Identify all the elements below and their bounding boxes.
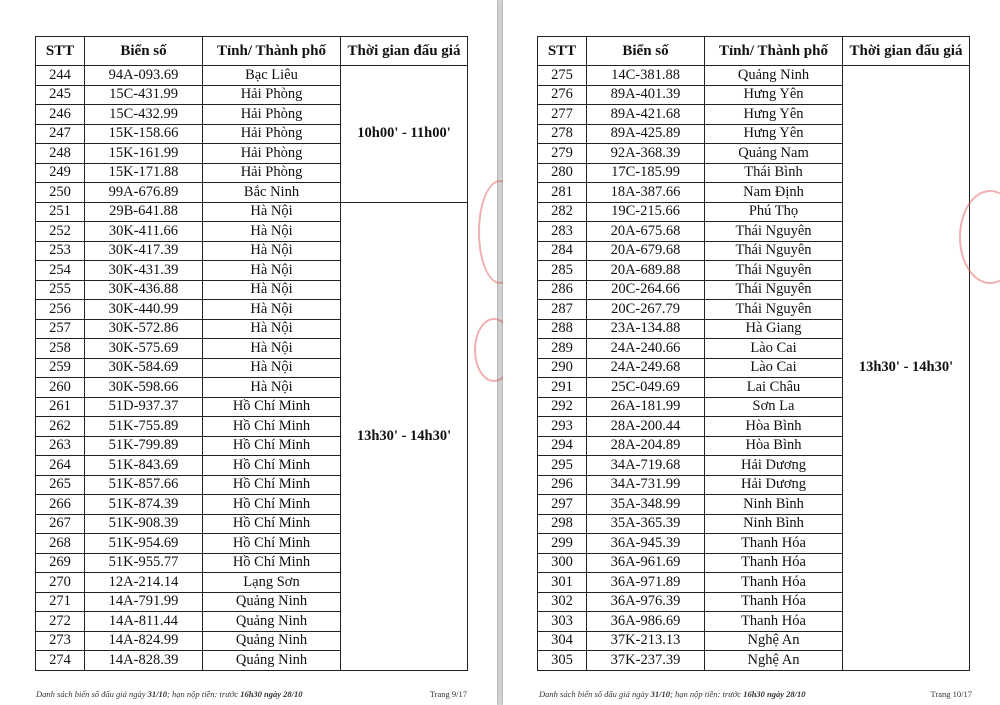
row-province: Quảng Ninh [705, 66, 843, 86]
row-plate: 20A-675.68 [587, 222, 705, 242]
row-stt: 268 [36, 534, 85, 554]
row-stt: 278 [538, 124, 587, 144]
row-province: Lào Cai [705, 339, 843, 359]
row-stt: 274 [36, 651, 85, 671]
row-plate: 30K-440.99 [85, 300, 203, 320]
row-province: Bạc Liêu [203, 66, 341, 86]
row-stt: 291 [538, 378, 587, 398]
row-province: Hải Phòng [203, 144, 341, 164]
row-province: Thái Bình [705, 163, 843, 183]
table-header-row [36, 37, 468, 66]
row-plate: 25C-049.69 [587, 378, 705, 398]
row-province: Thái Nguyên [705, 300, 843, 320]
row-province: Ninh Bình [705, 514, 843, 534]
footer-text: ; hạn nộp tiền: trước [167, 689, 241, 699]
row-province: Hồ Chí Minh [203, 436, 341, 456]
row-stt: 292 [538, 397, 587, 417]
row-stt: 277 [538, 105, 587, 125]
row-province: Hồ Chí Minh [203, 495, 341, 515]
row-province: Lai Châu [705, 378, 843, 398]
row-stt: 256 [36, 300, 85, 320]
row-province: Thanh Hóa [705, 592, 843, 612]
row-plate: 36A-976.39 [587, 592, 705, 612]
row-province: Hải Phòng [203, 124, 341, 144]
row-plate: 30K-572.86 [85, 319, 203, 339]
row-province: Hải Phòng [203, 85, 341, 105]
header-stt: STT [538, 37, 587, 66]
row-province: Hà Nội [203, 261, 341, 281]
row-plate: 15C-431.99 [85, 85, 203, 105]
row-plate: 51K-908.39 [85, 514, 203, 534]
row-plate: 51D-937.37 [85, 397, 203, 417]
row-stt: 262 [36, 417, 85, 437]
row-province: Lào Cai [705, 358, 843, 378]
row-plate: 34A-719.68 [587, 456, 705, 476]
header-time: Thời gian đấu giá [843, 37, 970, 66]
row-plate: 36A-986.69 [587, 612, 705, 632]
row-stt: 290 [538, 358, 587, 378]
row-plate: 15K-171.88 [85, 163, 203, 183]
row-province: Hòa Bình [705, 417, 843, 437]
row-province: Quảng Nam [705, 144, 843, 164]
row-province: Hà Nội [203, 358, 341, 378]
row-plate: 37K-213.13 [587, 631, 705, 651]
row-plate: 26A-181.99 [587, 397, 705, 417]
row-province: Nghệ An [705, 631, 843, 651]
row-province: Phú Thọ [705, 202, 843, 222]
row-plate: 34A-731.99 [587, 475, 705, 495]
row-plate: 51K-955.77 [85, 553, 203, 573]
row-stt: 281 [538, 183, 587, 203]
row-stt: 294 [538, 436, 587, 456]
table-row [36, 202, 468, 222]
row-province: Hồ Chí Minh [203, 417, 341, 437]
plate-table-left [35, 36, 468, 671]
row-stt: 248 [36, 144, 85, 164]
row-province: Sơn La [705, 397, 843, 417]
row-stt: 299 [538, 534, 587, 554]
row-province: Hưng Yên [705, 105, 843, 125]
row-stt: 298 [538, 514, 587, 534]
row-stt: 303 [538, 612, 587, 632]
row-stt: 258 [36, 339, 85, 359]
row-stt: 255 [36, 280, 85, 300]
row-province: Quảng Ninh [203, 631, 341, 651]
row-stt: 302 [538, 592, 587, 612]
row-plate: 51K-857.66 [85, 475, 203, 495]
row-province: Thanh Hóa [705, 573, 843, 593]
row-plate: 15C-432.99 [85, 105, 203, 125]
row-stt: 252 [36, 222, 85, 242]
row-stt: 263 [36, 436, 85, 456]
page-number: Trang 9/17 [429, 689, 467, 699]
table-body [36, 66, 468, 671]
row-stt: 270 [36, 573, 85, 593]
row-stt: 244 [36, 66, 85, 86]
row-province: Thái Nguyên [705, 222, 843, 242]
row-province: Quảng Ninh [203, 651, 341, 671]
row-stt: 251 [36, 202, 85, 222]
row-stt: 254 [36, 261, 85, 281]
row-province: Thái Nguyên [705, 261, 843, 281]
plate-table-right [537, 36, 970, 671]
row-plate: 20C-267.79 [587, 300, 705, 320]
row-plate: 99A-676.89 [85, 183, 203, 203]
row-plate: 30K-584.69 [85, 358, 203, 378]
row-province: Hà Nội [203, 300, 341, 320]
row-plate: 14C-381.88 [587, 66, 705, 86]
row-stt: 260 [36, 378, 85, 398]
row-province: Hồ Chí Minh [203, 475, 341, 495]
row-stt: 288 [538, 319, 587, 339]
footer-text: ; hạn nộp tiền: trước [670, 689, 744, 699]
row-stt: 264 [36, 456, 85, 476]
row-plate: 15K-158.66 [85, 124, 203, 144]
row-plate: 19C-215.66 [587, 202, 705, 222]
row-province: Hồ Chí Minh [203, 456, 341, 476]
row-stt: 245 [36, 85, 85, 105]
row-stt: 246 [36, 105, 85, 125]
row-plate: 14A-811.44 [85, 612, 203, 632]
row-province: Nghệ An [705, 651, 843, 671]
row-stt: 269 [36, 553, 85, 573]
row-province: Hải Phòng [203, 105, 341, 125]
row-plate: 23A-134.88 [587, 319, 705, 339]
header-time: Thời gian đấu giá [341, 37, 468, 66]
row-stt: 296 [538, 475, 587, 495]
row-plate: 30K-417.39 [85, 241, 203, 261]
row-stt: 282 [538, 202, 587, 222]
row-plate: 51K-954.69 [85, 534, 203, 554]
row-stt: 276 [538, 85, 587, 105]
row-plate: 30K-598.66 [85, 378, 203, 398]
row-stt: 300 [538, 553, 587, 573]
row-plate: 24A-240.66 [587, 339, 705, 359]
row-province: Hải Dương [705, 475, 843, 495]
row-plate: 28A-204.89 [587, 436, 705, 456]
row-plate: 94A-093.69 [85, 66, 203, 86]
table-body [538, 66, 970, 671]
row-province: Thanh Hóa [705, 612, 843, 632]
header-province: Tỉnh/ Thành phố [705, 37, 843, 66]
row-stt: 261 [36, 397, 85, 417]
row-plate: 36A-961.69 [587, 553, 705, 573]
row-province: Thanh Hóa [705, 534, 843, 554]
row-province: Hải Dương [705, 456, 843, 476]
row-province: Hồ Chí Minh [203, 397, 341, 417]
auction-time-slot: 10h00' - 11h00' [341, 66, 468, 203]
row-province: Hưng Yên [705, 124, 843, 144]
row-plate: 51K-843.69 [85, 456, 203, 476]
document-page-left [0, 0, 497, 705]
row-stt: 272 [36, 612, 85, 632]
row-stt: 253 [36, 241, 85, 261]
page-footer [36, 689, 303, 699]
footer-auction-date: 31/10 [147, 689, 168, 699]
row-plate: 51K-755.89 [85, 417, 203, 437]
row-stt: 247 [36, 124, 85, 144]
row-stt: 284 [538, 241, 587, 261]
page-footer [539, 689, 806, 699]
row-plate: 20A-679.68 [587, 241, 705, 261]
row-province: Hồ Chí Minh [203, 553, 341, 573]
row-province: Ninh Bình [705, 495, 843, 515]
row-province: Hải Phòng [203, 163, 341, 183]
row-plate: 18A-387.66 [587, 183, 705, 203]
row-plate: 30K-431.39 [85, 261, 203, 281]
header-plate: Biển số [85, 37, 203, 66]
row-stt: 266 [36, 495, 85, 515]
row-plate: 36A-971.89 [587, 573, 705, 593]
row-province: Thái Nguyên [705, 241, 843, 261]
footer-deadline: 16h30 ngày 28/10 [743, 689, 806, 699]
document-page-right [503, 0, 1000, 705]
row-plate: 30K-436.88 [85, 280, 203, 300]
row-province: Hưng Yên [705, 85, 843, 105]
row-province: Hà Nội [203, 202, 341, 222]
row-stt: 273 [36, 631, 85, 651]
row-province: Hà Nội [203, 280, 341, 300]
row-stt: 287 [538, 300, 587, 320]
row-province: Nam Định [705, 183, 843, 203]
row-province: Hà Nội [203, 378, 341, 398]
row-plate: 24A-249.68 [587, 358, 705, 378]
row-plate: 14A-824.99 [85, 631, 203, 651]
auction-time-slot: 13h30' - 14h30' [843, 66, 970, 671]
table-row [538, 66, 970, 86]
row-stt: 295 [538, 456, 587, 476]
row-plate: 29B-641.88 [85, 202, 203, 222]
row-plate: 14A-791.99 [85, 592, 203, 612]
row-stt: 297 [538, 495, 587, 515]
row-province: Thanh Hóa [705, 553, 843, 573]
row-province: Lạng Sơn [203, 573, 341, 593]
row-stt: 305 [538, 651, 587, 671]
row-plate: 35A-348.99 [587, 495, 705, 515]
row-plate: 14A-828.39 [85, 651, 203, 671]
table-row [36, 66, 468, 86]
row-stt: 267 [36, 514, 85, 534]
row-plate: 35A-365.39 [587, 514, 705, 534]
row-province: Hà Nội [203, 241, 341, 261]
table-header-row [538, 37, 970, 66]
row-plate: 12A-214.14 [85, 573, 203, 593]
row-stt: 275 [538, 66, 587, 86]
row-province: Hà Giang [705, 319, 843, 339]
row-plate: 30K-411.66 [85, 222, 203, 242]
row-province: Hà Nội [203, 339, 341, 359]
row-plate: 89A-421.68 [587, 105, 705, 125]
row-province: Hà Nội [203, 319, 341, 339]
row-province: Quảng Ninh [203, 592, 341, 612]
header-province: Tỉnh/ Thành phố [203, 37, 341, 66]
row-stt: 301 [538, 573, 587, 593]
row-stt: 286 [538, 280, 587, 300]
row-stt: 279 [538, 144, 587, 164]
row-plate: 15K-161.99 [85, 144, 203, 164]
row-province: Hồ Chí Minh [203, 514, 341, 534]
row-stt: 293 [538, 417, 587, 437]
footer-auction-date: 31/10 [650, 689, 671, 699]
row-plate: 51K-799.89 [85, 436, 203, 456]
footer-deadline: 16h30 ngày 28/10 [240, 689, 303, 699]
row-province: Thái Nguyên [705, 280, 843, 300]
row-stt: 259 [36, 358, 85, 378]
row-stt: 283 [538, 222, 587, 242]
row-plate: 30K-575.69 [85, 339, 203, 359]
footer-text: Danh sách biển số đấu giá ngày [36, 689, 148, 699]
header-plate: Biển số [587, 37, 705, 66]
row-province: Bắc Ninh [203, 183, 341, 203]
row-stt: 289 [538, 339, 587, 359]
auction-time-slot: 13h30' - 14h30' [341, 202, 468, 670]
row-province: Hà Nội [203, 222, 341, 242]
row-province: Quảng Ninh [203, 612, 341, 632]
row-plate: 89A-401.39 [587, 85, 705, 105]
row-plate: 51K-874.39 [85, 495, 203, 515]
row-stt: 304 [538, 631, 587, 651]
row-stt: 249 [36, 163, 85, 183]
row-plate: 36A-945.39 [587, 534, 705, 554]
row-stt: 250 [36, 183, 85, 203]
footer-text: Danh sách biển số đấu giá ngày [539, 689, 651, 699]
row-plate: 28A-200.44 [587, 417, 705, 437]
row-plate: 37K-237.39 [587, 651, 705, 671]
page-number: Trang 10/17 [930, 689, 972, 699]
row-province: Hồ Chí Minh [203, 534, 341, 554]
row-stt: 285 [538, 261, 587, 281]
row-plate: 89A-425.89 [587, 124, 705, 144]
row-stt: 271 [36, 592, 85, 612]
row-plate: 20C-264.66 [587, 280, 705, 300]
row-stt: 265 [36, 475, 85, 495]
row-province: Hòa Bình [705, 436, 843, 456]
header-stt: STT [36, 37, 85, 66]
row-plate: 17C-185.99 [587, 163, 705, 183]
row-stt: 280 [538, 163, 587, 183]
row-stt: 257 [36, 319, 85, 339]
row-plate: 20A-689.88 [587, 261, 705, 281]
row-plate: 92A-368.39 [587, 144, 705, 164]
